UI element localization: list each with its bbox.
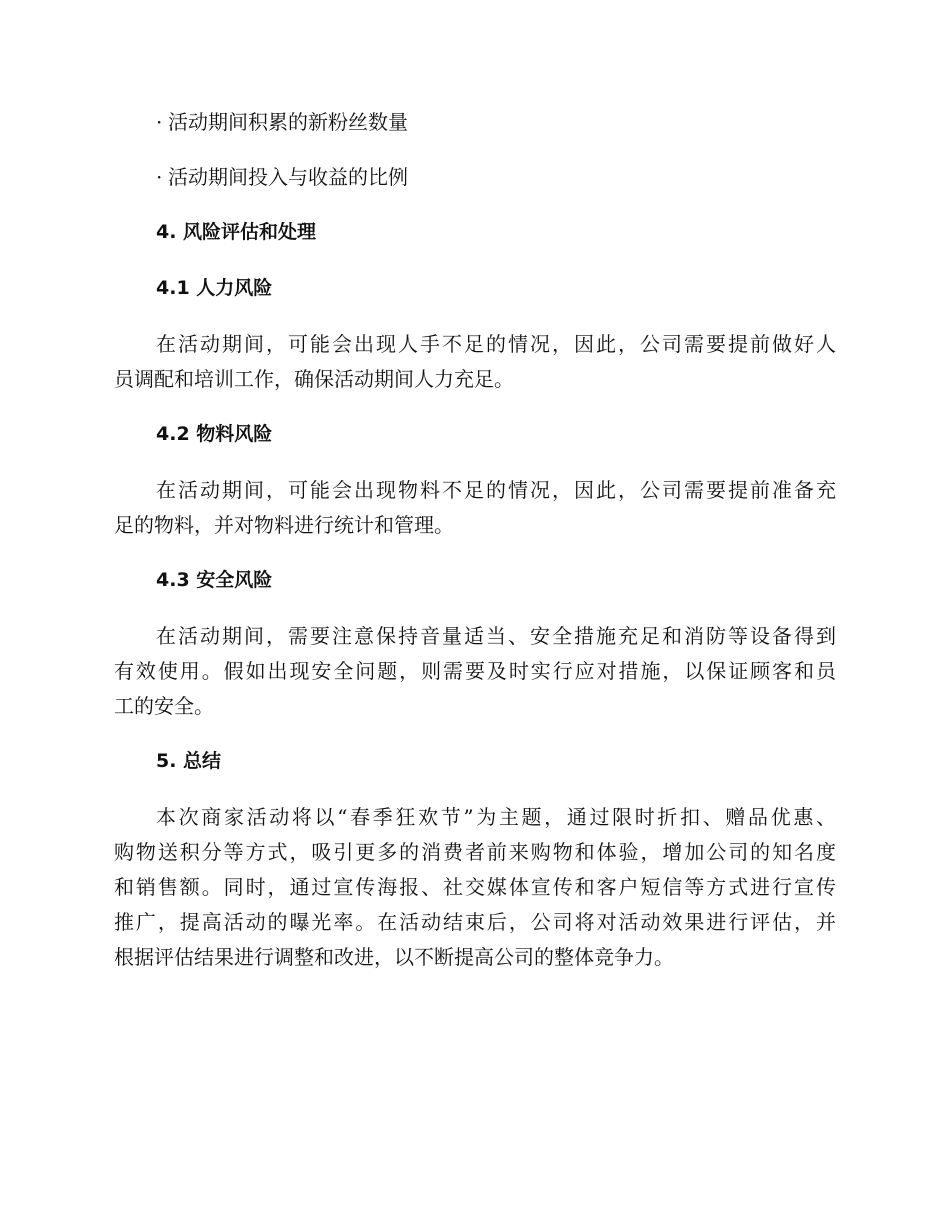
paragraph-line: 有效使用。假如出现安全问题，则需要及时实行应对措施，以保证顾客和员	[114, 659, 836, 683]
section-heading-summary: 5. 总结	[156, 750, 222, 772]
bullet-marker: ·	[156, 165, 163, 189]
section-heading-safety: 4.3 安全风险	[156, 569, 273, 591]
paragraph-manpower	[114, 327, 836, 397]
paragraph-line: 推广，提高活动的曝光率。在活动结束后，公司将对活动效果进行评估，并	[114, 910, 836, 934]
bullet-item	[114, 160, 836, 195]
bullet-text: 活动期间投入与收益的比例	[168, 165, 408, 189]
bullet-marker: ·	[156, 110, 163, 134]
paragraph-materials	[114, 473, 836, 543]
paragraph-line: 和销售额。同时，通过宣传海报、社交媒体宣传和客户短信等方式进行宣传	[114, 875, 836, 899]
section-heading-manpower: 4.1 人力风险	[156, 277, 273, 299]
paragraph-line: 在活动期间，可能会出现人手不足的情况，因此，公司需要提前做好人	[156, 332, 836, 356]
document-page	[114, 105, 836, 995]
bullet-text: 活动期间积累的新粉丝数量	[168, 110, 408, 134]
paragraph-line: 购物送积分等方式，吸引更多的消费者前来购物和体验，增加公司的知名度	[114, 840, 836, 864]
paragraph-line: 根据评估结果进行调整和改进，以不断提高公司的整体竞争力。	[114, 945, 674, 969]
paragraph-line: 工的安全。	[114, 694, 214, 718]
paragraph-line: 足的物料，并对物料进行统计和管理。	[114, 513, 454, 537]
section-heading-risk: 4. 风险评估和处理	[156, 221, 317, 243]
paragraph-line: 员调配和培训工作，确保活动期间人力充足。	[114, 367, 514, 391]
bullet-item	[114, 105, 836, 140]
paragraph-line: 在活动期间，可能会出现物料不足的情况，因此，公司需要提前准备充	[156, 478, 836, 502]
paragraph-safety	[114, 619, 836, 724]
section-heading-materials: 4.2 物料风险	[156, 423, 273, 445]
paragraph-line: 本次商家活动将以“春季狂欢节”为主题，通过限时折扣、赠品优惠、	[156, 805, 836, 829]
paragraph-summary	[114, 800, 836, 975]
paragraph-line: 在活动期间，需要注意保持音量适当、安全措施充足和消防等设备得到	[156, 624, 836, 648]
